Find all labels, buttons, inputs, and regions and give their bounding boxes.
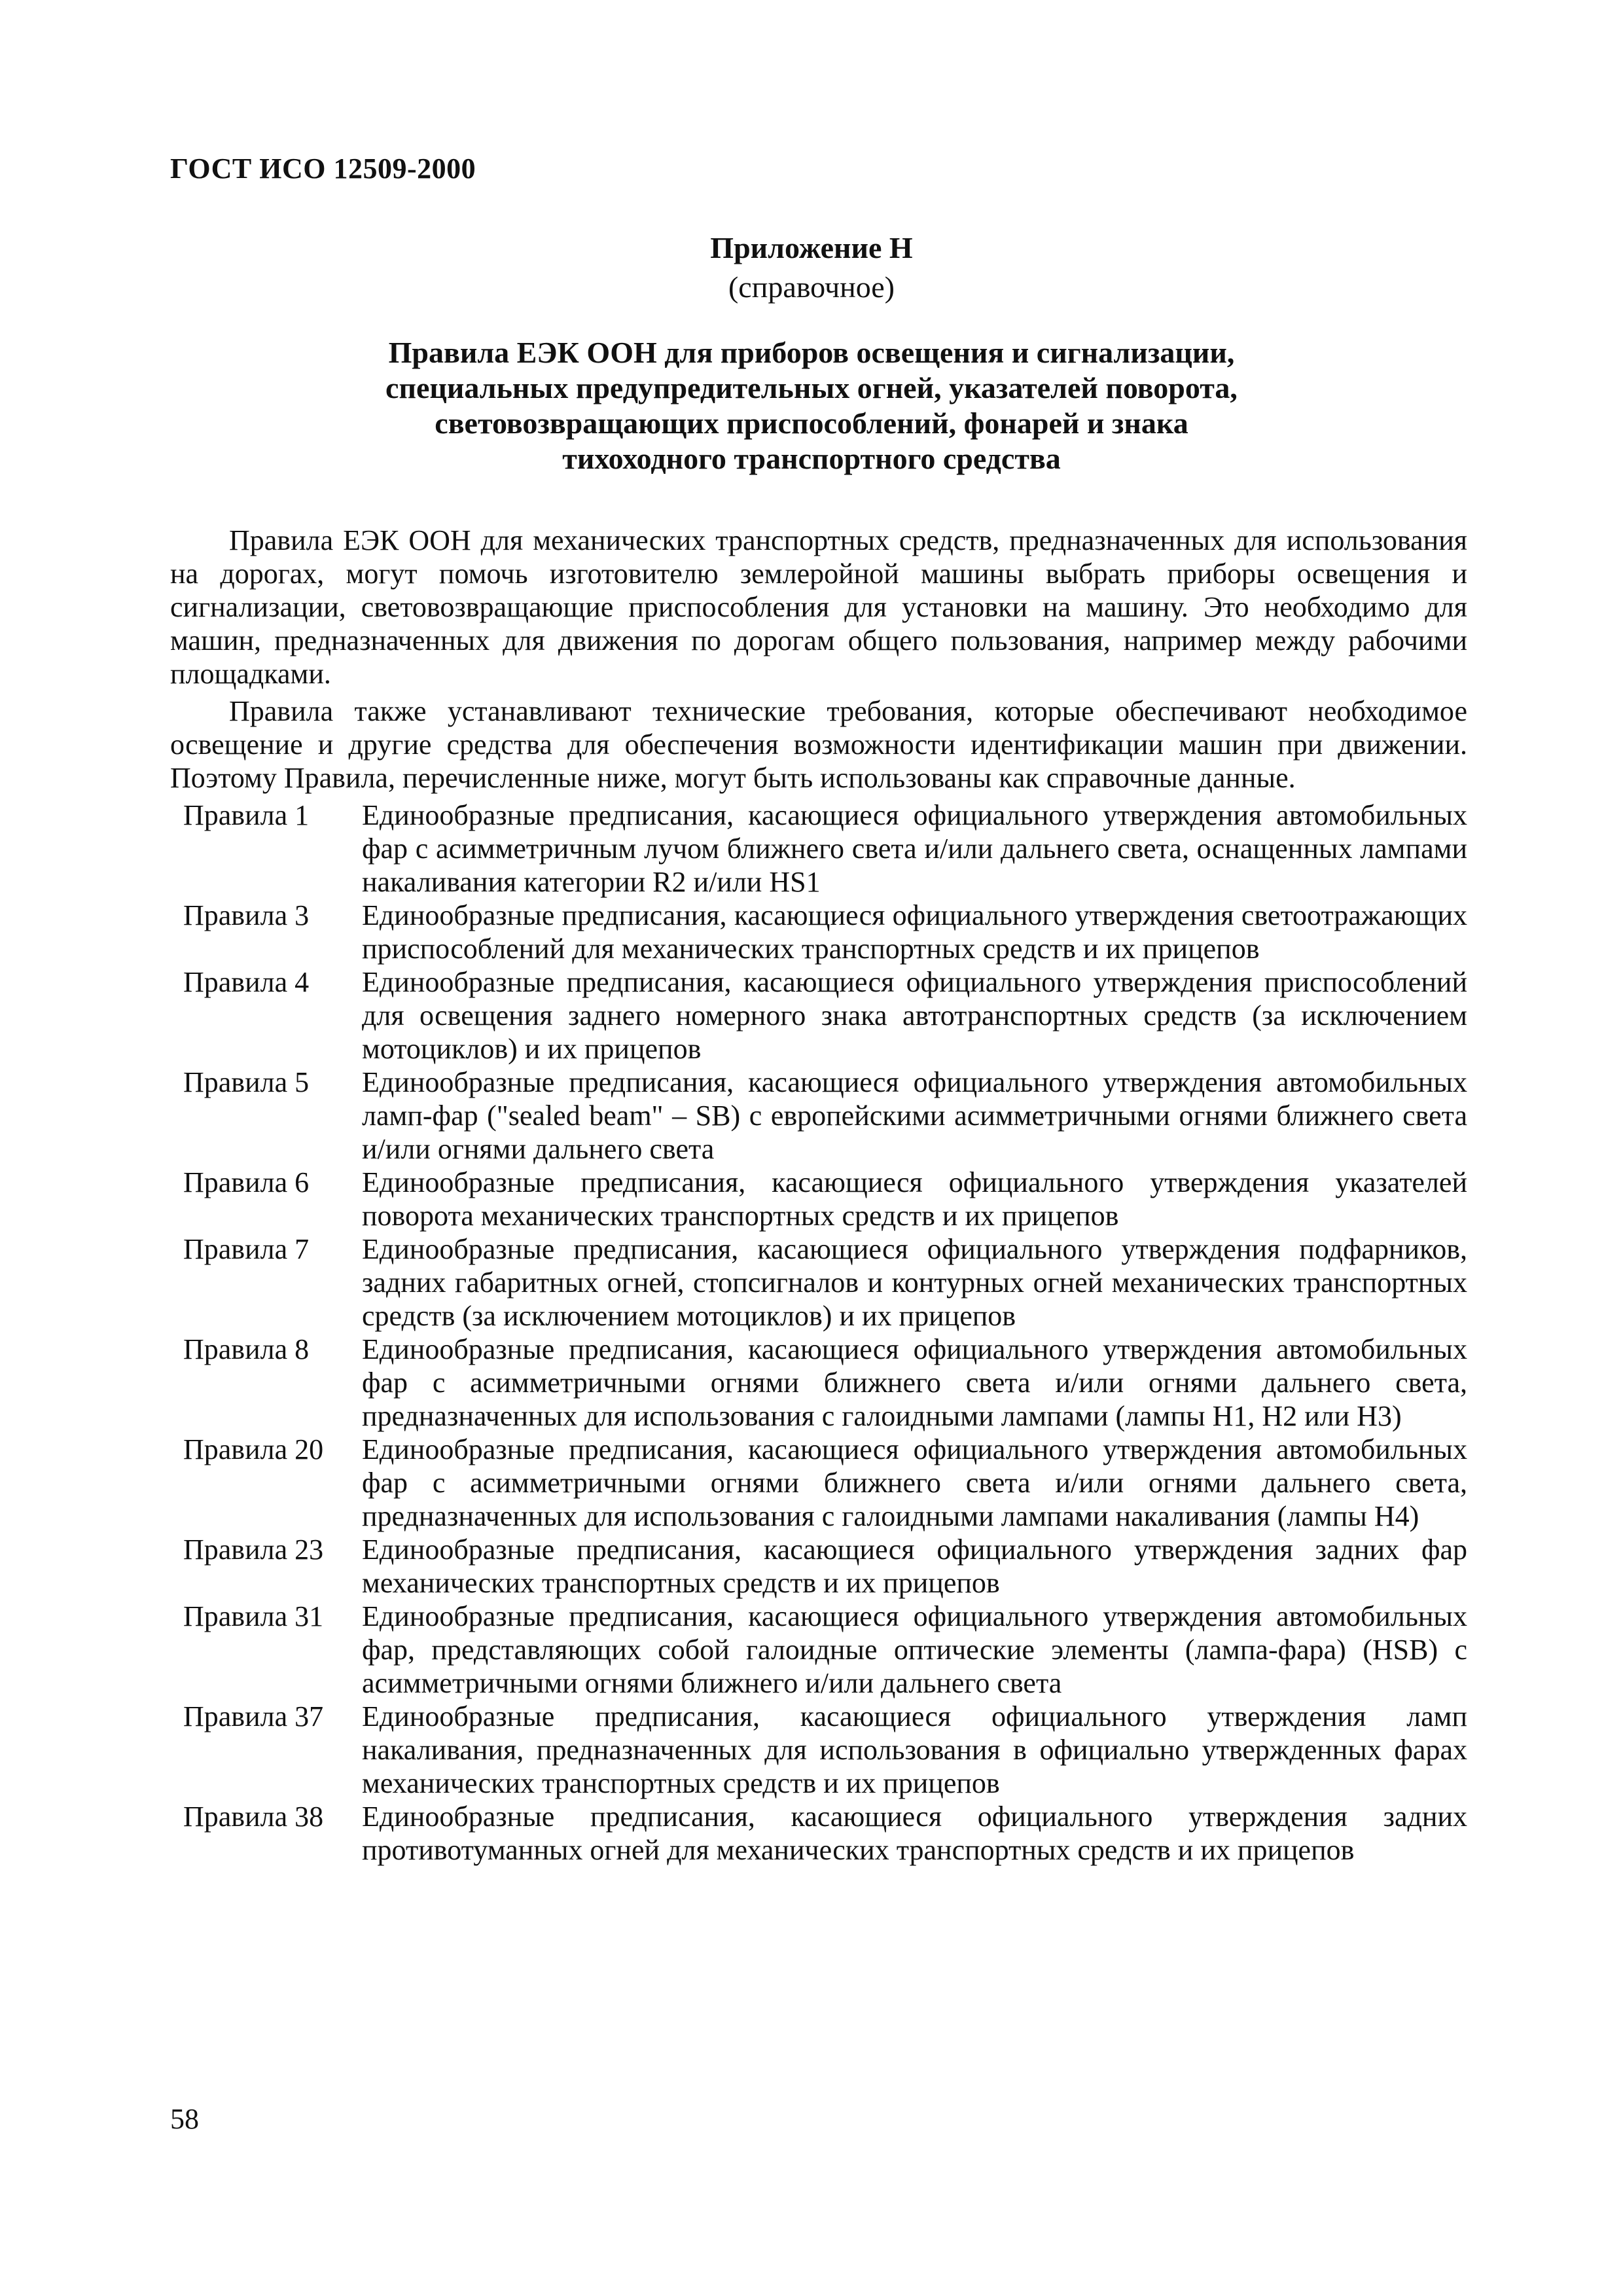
rule-description: Единообразные предписания, касающиеся официального утверждения автомобильных фар с асимметричным лучом ближнего света и/или дальнего света, оснащенных лампами накаливания категории R2 и/или HS1 bbox=[362, 799, 1467, 898]
rule-label: Правила 37 bbox=[183, 1700, 324, 1732]
rule-item bbox=[170, 1433, 1467, 1533]
rule-description: Единообразные предписания, касающиеся официального утверждения автомобильных ламп-фар ("sealed beam" – SB) с европейскими асимметричными огнями ближнего света и/или огнями дальнего света bbox=[362, 1066, 1467, 1165]
rule-description: Единообразные предписания, касающиеся официального утверждения задних противотуманных огней для механических транспортных средств и их прицепов bbox=[362, 1801, 1467, 1866]
rule-item bbox=[170, 1600, 1467, 1700]
rule-label: Правила 7 bbox=[183, 1233, 310, 1265]
rule-label: Правила 20 bbox=[183, 1433, 324, 1465]
rule-label: Правила 8 bbox=[183, 1333, 310, 1365]
rule-label: Правила 23 bbox=[183, 1534, 324, 1566]
rule-item bbox=[170, 899, 1467, 965]
rule-item bbox=[170, 1166, 1467, 1232]
rule-description: Единообразные предписания, касающиеся официального утверждения ламп накаливания, предназначенных для использования в официально утвержденных фарах механических транспортных средств и их прицепов bbox=[362, 1700, 1467, 1799]
rule-description: Единообразные предписания, касающиеся официального утверждения указателей поворота механических транспортных средств и их прицепов bbox=[362, 1166, 1467, 1232]
rule-item bbox=[170, 1800, 1467, 1867]
rule-label: Правила 1 bbox=[183, 799, 310, 831]
annex-title: Приложение Н bbox=[710, 231, 913, 264]
rule-item bbox=[170, 1232, 1467, 1333]
page-number: 58 bbox=[170, 2103, 199, 2135]
rule-item bbox=[170, 1533, 1467, 1600]
rule-description: Единообразные предписания, касающиеся официального утверждения автомобильных фар с асимметричными огнями ближнего света и/или огнями дальнего света, предназначенных для использования с галоидными лампами накаливания (лампы H4) bbox=[362, 1433, 1467, 1532]
rule-description: Единообразные предписания, касающиеся официального утверждения светоотражающих приспособлений для механических транспортных средств и их прицепов bbox=[362, 899, 1467, 965]
rule-label: Правила 5 bbox=[183, 1066, 310, 1098]
rule-label: Правила 4 bbox=[183, 966, 310, 998]
rule-item bbox=[170, 1066, 1467, 1166]
section-title-line: специальных предупредительных огней, указателей поворота, bbox=[385, 371, 1238, 404]
intro-paragraph: Правила ЕЭК ООН для механических транспортных средств, предназначенных для использования на дорогах, могут помочь изготовителю землеройной машины выбрать приборы освещения и сигнализации, световозвращающие приспособления для установки на машину. Это необходимо для машин, предназначенных для движения по дорогам общего пользования, например между рабочими площадками. bbox=[170, 524, 1467, 690]
annex-subtitle: (справочное) bbox=[728, 270, 895, 304]
rule-description: Единообразные предписания, касающиеся официального утверждения приспособлений для освещения заднего номерного знака автотранспортных средств (за исключением мотоциклов) и их прицепов bbox=[362, 966, 1467, 1065]
rule-label: Правила 31 bbox=[183, 1600, 324, 1632]
rule-description: Единообразные предписания, касающиеся официального утверждения задних фар механических транспортных средств и их прицепов bbox=[362, 1534, 1467, 1599]
rule-item bbox=[170, 965, 1467, 1066]
rule-label: Правила 3 bbox=[183, 899, 310, 931]
document-code: ГОСТ ИСО 12509-2000 bbox=[170, 152, 476, 185]
section-title-line: тихоходного транспортного средства bbox=[562, 442, 1061, 475]
section-title-line: световозвращающих приспособлений, фонарей и знака bbox=[435, 406, 1188, 440]
section-title bbox=[0, 335, 1623, 476]
intro-paragraph: Правила также устанавливают технические требования, которые обеспечивают необходимое освещение и другие средства для обеспечения возможности идентификации машин при движении. Поэтому Правила, перечисленные ниже, могут быть использованы как справочные данные. bbox=[170, 695, 1467, 794]
rule-label: Правила 6 bbox=[183, 1166, 310, 1198]
rule-item bbox=[170, 798, 1467, 899]
rule-description: Единообразные предписания, касающиеся официального утверждения автомобильных фар, представляющих собой галоидные оптические элементы (лампа-фара) (HSB) с асимметричными огнями ближнего и/или дальнего света bbox=[362, 1600, 1467, 1699]
rule-description: Единообразные предписания, касающиеся официального утверждения автомобильных фар с асимметричными огнями ближнего света и/или огнями дальнего света, предназначенных для использования с галоидными лампами (лампы H1, H2 или H3) bbox=[362, 1333, 1467, 1432]
rule-label: Правила 38 bbox=[183, 1801, 324, 1833]
rule-item bbox=[170, 1333, 1467, 1433]
body-content bbox=[170, 524, 1467, 1867]
rules-list bbox=[170, 798, 1467, 1867]
rule-item bbox=[170, 1700, 1467, 1800]
section-title-line: Правила ЕЭК ООН для приборов освещения и сигнализации, bbox=[388, 336, 1235, 369]
rule-description: Единообразные предписания, касающиеся официального утверждения подфарников, задних габаритных огней, стопсигналов и контурных огней механических транспортных средств (за исключением мотоциклов) и их прицепов bbox=[362, 1233, 1467, 1332]
